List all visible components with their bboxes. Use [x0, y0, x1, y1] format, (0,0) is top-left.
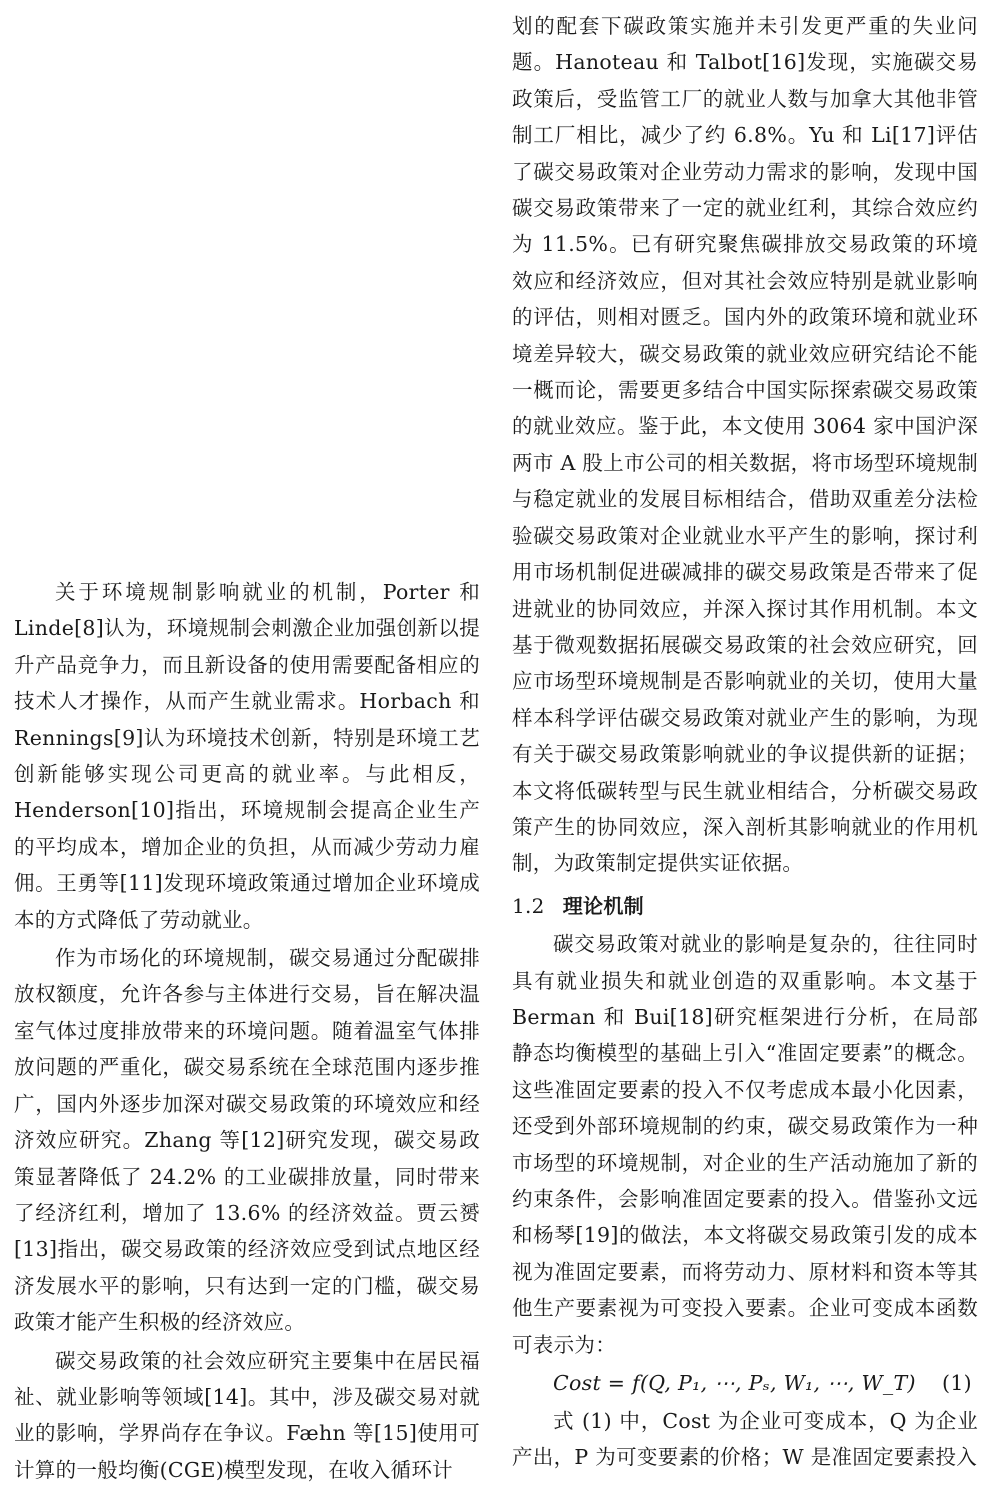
paragraph-social-effects: 碳交易政策的社会效应研究主要集中在居民福祉、就业影响等领域[14]。其中，涉及碳交易对就业的影响，学界尚存在争议。Fæhn 等[15]使用可计算的一般均衡(CGE)模型发现，在收入循环计 [14, 1348, 480, 1482]
equation-body: Cost = f(Q, P₁, ⋯, Pₛ, W₁, ⋯, W_T) [553, 1371, 916, 1396]
paragraph-carbon-trading-market: 作为市场化的环境规制，碳交易通过分配碳排放权额度，允许各参与主体进行交易，旨在解决温室气体过度排放带来的环境问题。随着温室气体排放问题的严重化，碳交易系统在全球范围内逐步推广，国内外逐步加深对碳交易政策的环境效应和经济效应研究。Zhang 等[12]研究发现，碳交易政策显著降低了 24.2% 的工业碳排放量，同时带来了经济红利，增加了 13.6% 的经济效益。贾云赟[13]指出，碳交易政策的经济效应受到试点地区经济发展水平的影响，只有达到一定的门槛，碳交易政策才能产生积极的经济效应。 [14, 946, 480, 1335]
right-column [512, 8, 978, 1476]
paragraph-theory: 碳交易政策对就业的影响是复杂的，往往同时具有就业损失和就业创造的双重影响。本文基于 Berman 和 Bui[18]研究框架进行分析，在局部静态均衡模型的基础上引入“准固定要素”的概念。这些准固定要素的投入不仅考虑成本最小化因素，还受到外部环境规制的约束，碳交易政策作为一种市场型的环境规制，对企业的生产活动施加了新的约束条件，会影响准固定要素的投入。借鉴孙文远和杨琴[19]的做法，本文将碳交易政策引发的成本视为准固定要素，而将劳动力、原材料和资本等其他生产要素视为可变投入要素。企业可变成本函数可表示为： [512, 932, 978, 1357]
section-number: 1.2 [512, 893, 545, 918]
section-title: 理论机制 [562, 893, 644, 918]
equation-1 [512, 1365, 978, 1401]
paragraph-continuation: 划的配套下碳政策实施并未引发更严重的失业问题。Hanoteau 和 Talbot[16]发现，实施碳交易政策后，受监管工厂的就业人数与加拿大其他非管制工厂相比，减少了约 6.8%。Yu 和 Li[17]评估了碳交易政策对企业劳动力需求的影响，发现中国碳交易政策带来了一定的就业红利，其综合效应约为 11.5%。已有研究聚焦碳排放交易政策的环境效应和经济效应，但对其社会效应特别是就业影响的评估，则相对匮乏。国内外的政策环境和就业环境差异较大，碳交易政策的就业效应研究结论不能一概而论，需要更多结合中国实际探索碳交易政策的就业效应。鉴于此，本文使用 3064 家中国沪深两市 A 股上市公司的相关数据，将市场型环境规制与稳定就业的发展目标相结合，借助双重差分法检验碳交易政策对企业就业水平产生的影响，探讨利用市场机制促进碳减排的碳交易政策是否带来了促进就业的协同效应，并深入探讨其作用机制。本文基于微观数据拓展碳交易政策的社会效应研究，回应市场型环境规制是否影响就业的关切，使用大量样本科学评估碳交易政策对就业产生的影响，为现有关于碳交易政策影响就业的争议提供新的证据；本文将低碳转型与民生就业相结合，分析碳交易政策产生的协同效应，深入剖析其影响就业的作用机制，为政策制定提供实证依据。 [512, 14, 978, 876]
equation-number: (1) [942, 1371, 972, 1396]
paragraph-equation-explanation: 式 (1) 中，Cost 为企业可变成本，Q 为企业产出，P 为可变要素的价格；W 是准固定要素投入 [512, 1409, 978, 1470]
left-column [14, 574, 480, 1488]
section-heading [512, 888, 978, 924]
paragraph-regulation-mechanism: 关于环境规制影响就业的机制，Porter 和 Linde[8]认为，环境规制会刺激企业加强创新以提升产品竞争力，而且新设备的使用需要配备相应的技术人才操作，从而产生就业需求。Horbach 和 Rennings[9]认为环境技术创新，特别是环境工艺创新能够实现公司更高的就业率。与此相反，Henderson[10]指出，环境规制会提高企业生产的平均成本，增加企业的负担，从而减少劳动力雇佣。王勇等[11]发现环境政策通过增加企业环境成本的方式降低了劳动就业。 [14, 580, 480, 932]
